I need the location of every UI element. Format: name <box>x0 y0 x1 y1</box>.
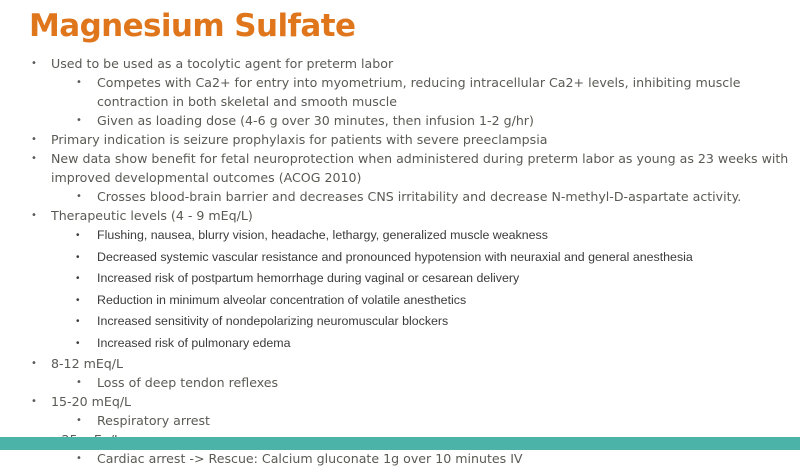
bullet-marker-icon: • <box>76 115 82 126</box>
bullet-item-level-1 <box>0 392 800 411</box>
bullet-marker-icon: • <box>31 153 37 164</box>
bullet-item-level-1 <box>0 206 800 225</box>
bullet-text: Increased risk of postpartum hemorrhage during vaginal or cesarean delivery <box>97 271 520 285</box>
bullet-item-level-2 <box>0 311 800 333</box>
bullet-text: Primary indication is seizure prophylaxis for patients with severe preeclampsia <box>51 132 548 147</box>
page-title: Magnesium Sulfate <box>29 8 356 44</box>
bullet-text: Therapeutic levels (4 - 9 mEq/L) <box>51 208 253 223</box>
bullet-item-level-1 <box>0 149 800 187</box>
bullet-item-level-1 <box>0 54 800 73</box>
bullet-item-level-2 <box>0 333 800 355</box>
bullet-text: Loss of deep tendon reflexes <box>97 375 279 390</box>
bullet-text: 8-12 mEq/L <box>51 356 124 371</box>
bullet-marker-icon: • <box>31 358 37 369</box>
bullet-text: Crosses blood-brain barrier and decreases CNS irritability and decrease N-methyl-D-aspartate activity. <box>97 189 742 204</box>
bullet-marker-icon: • <box>76 415 82 426</box>
bullet-text: Increased sensitivity of nondepolarizing neuromuscular blockers <box>97 314 449 328</box>
bullet-item-level-2 <box>0 268 800 290</box>
bullet-item-level-2 <box>0 373 800 392</box>
bullet-text: Reduction in minimum alveolar concentration of volatile anesthetics <box>97 292 467 307</box>
bullet-text: Decreased systemic vascular resistance and pronounced hypotension with neuraxial and general anesthesia <box>97 249 693 264</box>
bullet-item-level-2 <box>0 187 800 206</box>
bullet-marker-icon: • <box>76 230 80 241</box>
bullet-marker-icon: • <box>76 337 80 349</box>
bullet-item-level-2 <box>0 290 800 312</box>
bullet-text: Used to be used as a tocolytic agent for preterm labor <box>51 56 394 71</box>
bullet-marker-icon: • <box>76 251 80 263</box>
bullet-text: Competes with Ca2+ for entry into myometrium, reducing intracellular Ca2+ levels, inhibiting muscle contraction in both skeletal and smooth muscle <box>97 75 741 109</box>
bullet-marker-icon: • <box>76 77 82 88</box>
bullet-text: Flushing, nausea, blurry vision, headache, lethargy, generalized muscle weakness <box>97 228 548 242</box>
bullet-item-level-2 <box>0 411 800 430</box>
bullet-marker-icon: • <box>76 273 80 284</box>
bullet-marker-icon: • <box>31 210 37 221</box>
slide-body <box>0 54 800 468</box>
bullet-item-level-2 <box>0 247 800 269</box>
bullet-marker-icon: • <box>31 396 37 407</box>
bullet-text: Increased risk of pulmonary edema <box>97 335 291 350</box>
bullet-text: Respiratory arrest <box>97 413 210 428</box>
bullet-item-level-2 <box>0 449 800 468</box>
bullet-marker-icon: • <box>76 453 82 464</box>
bullet-text: Given as loading dose (4-6 g over 30 minutes, then infusion 1-2 g/hr) <box>97 113 534 128</box>
bullet-item-level-2 <box>0 225 800 247</box>
bullet-marker-icon: • <box>76 191 82 202</box>
bullet-item-level-2 <box>0 73 800 111</box>
bullet-item-level-1 <box>0 354 800 373</box>
bullet-marker-icon: • <box>31 58 37 69</box>
bullet-item-level-2 <box>0 111 800 130</box>
bullet-item-level-1 <box>0 130 800 149</box>
footer-accent-bar <box>0 437 800 450</box>
bullet-marker-icon: • <box>76 377 82 388</box>
bullet-text: New data show benefit for fetal neuroprotection when administered during preterm labor as young as 23 weeks with improved developmental outcomes (ACOG 2010) <box>51 151 789 185</box>
bullet-marker-icon: • <box>76 294 80 306</box>
bullet-marker-icon: • <box>31 134 37 145</box>
bullet-marker-icon: • <box>76 316 80 327</box>
bullet-text: Cardiac arrest -> Rescue: Calcium gluconate 1g over 10 minutes IV <box>97 451 523 466</box>
bullet-text: 15-20 mEq/L <box>51 394 132 409</box>
